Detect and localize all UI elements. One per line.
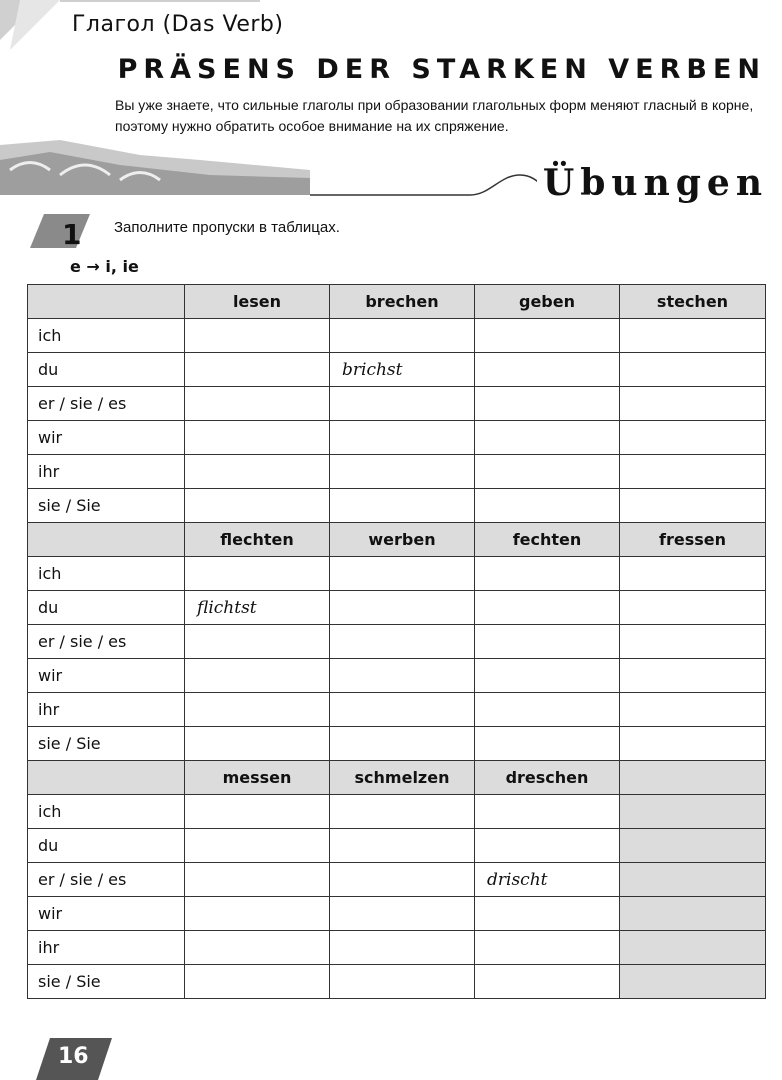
answer-blank (185, 795, 330, 829)
answer-blank (620, 319, 766, 353)
conjugation-row (28, 387, 766, 421)
answer-blank (620, 591, 766, 625)
pronoun-cell: sie / Sie (28, 727, 185, 761)
exercise-number: 1 (62, 218, 82, 251)
answer-blank (185, 727, 330, 761)
conjugation-row (28, 591, 766, 625)
unused-cell (620, 795, 766, 829)
verb-header: dreschen (475, 761, 620, 795)
pronoun-cell: ihr (28, 931, 185, 965)
verb-header: werben (330, 523, 475, 557)
conjugation-row (28, 557, 766, 591)
answer-blank (475, 659, 620, 693)
verb-header-row (28, 285, 766, 319)
vowel-change-rule: e → i, ie (70, 257, 139, 276)
exercise-instruction: Заполните пропуски в таблицах. (114, 219, 340, 236)
conjugation-row (28, 693, 766, 727)
answer-blank (620, 421, 766, 455)
conjugation-row (28, 625, 766, 659)
answer-blank (330, 897, 475, 931)
pronoun-cell: ich (28, 557, 185, 591)
answer-blank (620, 659, 766, 693)
verb-header-row (28, 523, 766, 557)
answer-blank (330, 387, 475, 421)
answer-blank (185, 455, 330, 489)
answer-blank (185, 489, 330, 523)
pronoun-cell: ihr (28, 693, 185, 727)
answer-blank (620, 489, 766, 523)
conjugation-row (28, 659, 766, 693)
answer-blank (185, 863, 330, 897)
answer-blank (620, 625, 766, 659)
answer-blank (475, 319, 620, 353)
answer-blank (330, 557, 475, 591)
answer-blank (185, 965, 330, 999)
answer-blank (330, 863, 475, 897)
verb-header: schmelzen (330, 761, 475, 795)
section-title: Übungen (537, 162, 768, 204)
verb-header: flechten (185, 523, 330, 557)
answer-blank (475, 829, 620, 863)
answer-blank (185, 319, 330, 353)
answer-blank (330, 829, 475, 863)
conjugation-row (28, 863, 766, 897)
answer-blank (330, 659, 475, 693)
answer-blank (185, 659, 330, 693)
answer-blank (620, 455, 766, 489)
pronoun-cell: wir (28, 421, 185, 455)
conjugation-row (28, 489, 766, 523)
unused-cell (620, 863, 766, 897)
page-number: 16 (58, 1044, 89, 1069)
answer-blank (475, 931, 620, 965)
example-answer-cell: drischt (475, 863, 620, 897)
answer-blank (620, 557, 766, 591)
answer-blank (330, 965, 475, 999)
answer-blank (185, 353, 330, 387)
answer-blank (620, 353, 766, 387)
unused-cell (620, 965, 766, 999)
answer-blank (475, 353, 620, 387)
answer-blank (620, 693, 766, 727)
answer-blank (330, 421, 475, 455)
answer-blank (620, 387, 766, 421)
pronoun-cell: sie / Sie (28, 489, 185, 523)
answer-blank (330, 319, 475, 353)
answer-blank (185, 387, 330, 421)
pronoun-cell: ihr (28, 455, 185, 489)
conjugation-row (28, 421, 766, 455)
answer-blank (620, 727, 766, 761)
answer-blank (330, 727, 475, 761)
verb-header: brechen (330, 285, 475, 319)
answer-blank (330, 625, 475, 659)
verb-header: stechen (620, 285, 766, 319)
pronoun-cell: du (28, 353, 185, 387)
answer-blank (475, 489, 620, 523)
pronoun-cell: er / sie / es (28, 863, 185, 897)
answer-blank (185, 421, 330, 455)
answer-blank (475, 625, 620, 659)
example-answer-cell: brichst (330, 353, 475, 387)
conjugation-row (28, 897, 766, 931)
pronoun-cell: wir (28, 659, 185, 693)
answer-blank (330, 591, 475, 625)
answer-blank (185, 829, 330, 863)
answer-blank (475, 387, 620, 421)
header-corner-cell (28, 761, 185, 795)
answer-blank (330, 693, 475, 727)
conjugation-row (28, 931, 766, 965)
answer-blank (330, 455, 475, 489)
answer-blank (475, 693, 620, 727)
unused-cell (620, 897, 766, 931)
answer-blank (475, 455, 620, 489)
answer-blank (185, 897, 330, 931)
answer-blank (475, 557, 620, 591)
answer-blank (185, 625, 330, 659)
conjugation-row (28, 829, 766, 863)
chapter-heading: Глагол (Das Verb) (72, 12, 284, 37)
verb-header: messen (185, 761, 330, 795)
header-corner-cell (28, 523, 185, 557)
answer-blank (475, 795, 620, 829)
answer-blank (475, 591, 620, 625)
verb-header (620, 761, 766, 795)
conjugation-row (28, 727, 766, 761)
answer-blank (330, 489, 475, 523)
answer-blank (185, 931, 330, 965)
pronoun-cell: ich (28, 319, 185, 353)
pronoun-cell: du (28, 829, 185, 863)
conjugation-row (28, 965, 766, 999)
pronoun-cell: wir (28, 897, 185, 931)
pronoun-cell: ich (28, 795, 185, 829)
conjugation-row (28, 455, 766, 489)
answer-blank (185, 693, 330, 727)
conjugation-row (28, 319, 766, 353)
verb-header: fressen (620, 523, 766, 557)
pronoun-cell: er / sie / es (28, 387, 185, 421)
header-corner-cell (28, 285, 185, 319)
answer-blank (475, 897, 620, 931)
pronoun-cell: er / sie / es (28, 625, 185, 659)
answer-blank (185, 557, 330, 591)
intro-text: Вы уже знаете, что сильные глаголы при образовании глагольных форм меняют гласный в корне, поэтому нужно обратить особое внимание на их спряжение. (115, 97, 754, 134)
unused-cell (620, 931, 766, 965)
page-title: PRÄSENS DER STARKEN VERBEN (117, 54, 766, 85)
verb-header: geben (475, 285, 620, 319)
conjugation-row (28, 353, 766, 387)
verb-header-row (28, 761, 766, 795)
verb-header: fechten (475, 523, 620, 557)
answer-blank (330, 931, 475, 965)
answer-blank (475, 727, 620, 761)
answer-blank (475, 965, 620, 999)
unused-cell (620, 829, 766, 863)
verb-header: lesen (185, 285, 330, 319)
pronoun-cell: du (28, 591, 185, 625)
conjugation-table (27, 284, 766, 999)
answer-blank (475, 421, 620, 455)
answer-blank (330, 795, 475, 829)
conjugation-row (28, 795, 766, 829)
pronoun-cell: sie / Sie (28, 965, 185, 999)
example-answer-cell: flichtst (185, 591, 330, 625)
